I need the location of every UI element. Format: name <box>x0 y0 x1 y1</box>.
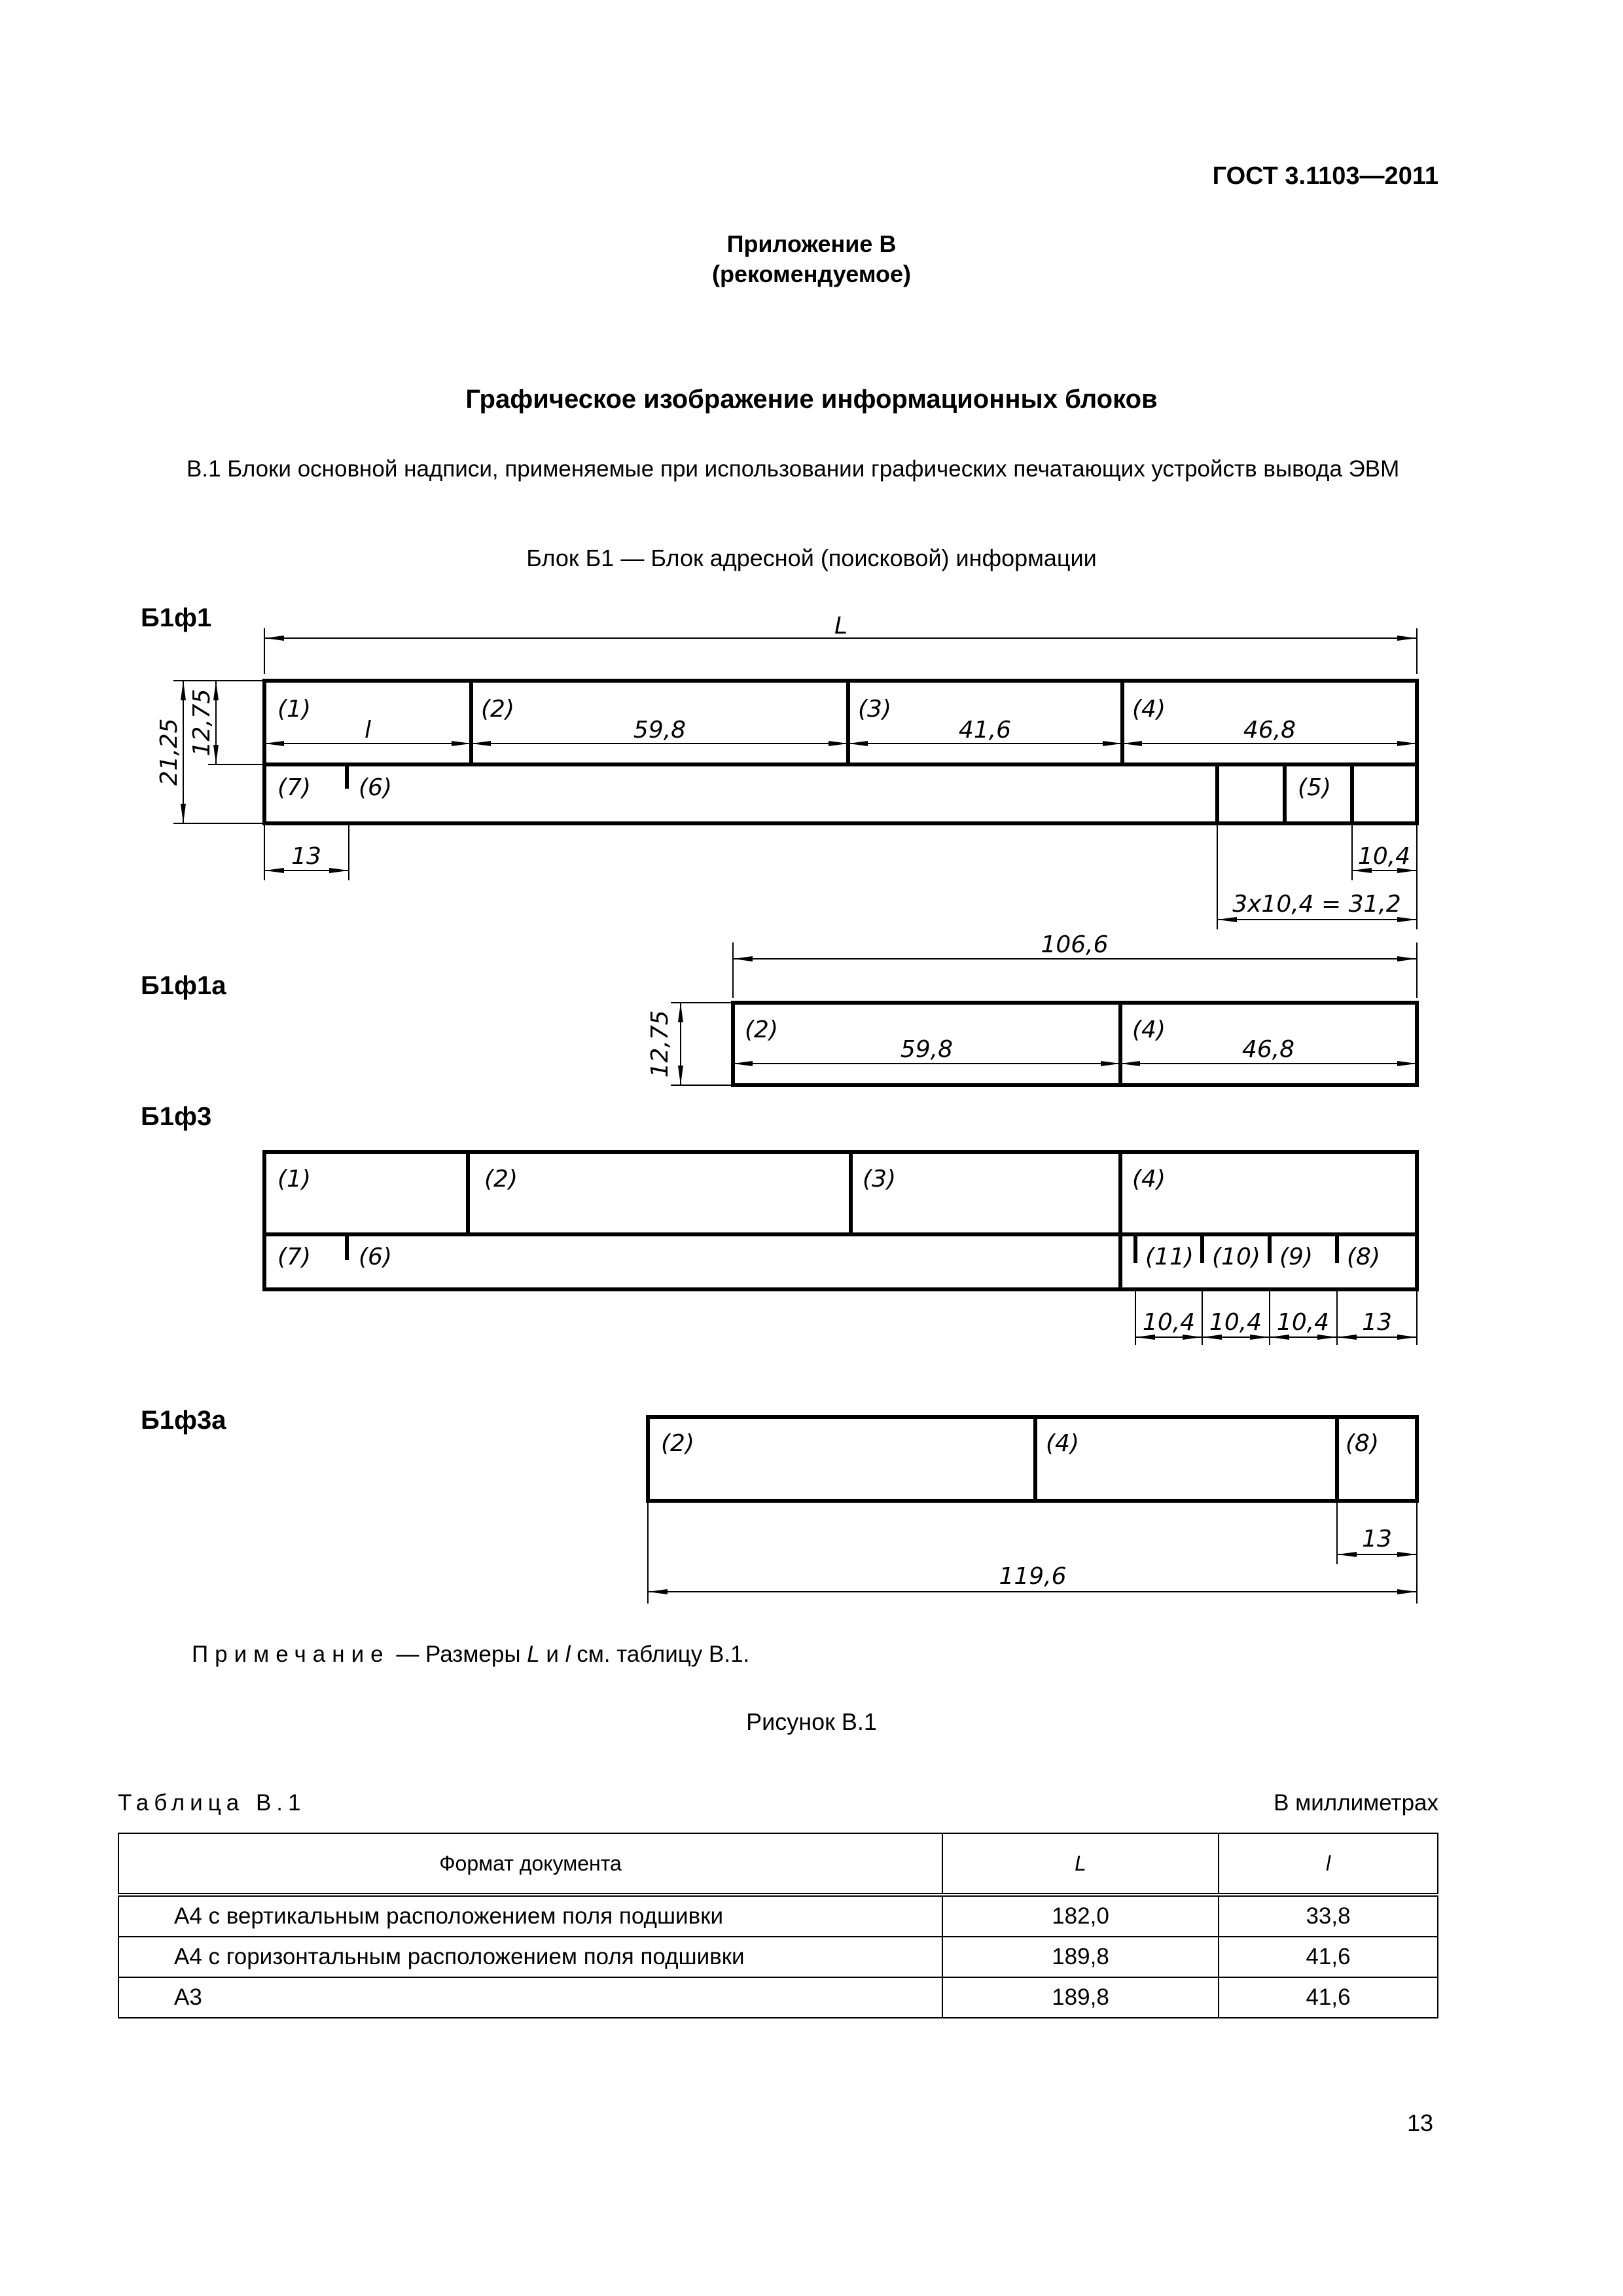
cell-11f3: (11) <box>1145 1244 1194 1270</box>
label-b1f1: Б1ф1 <box>141 603 212 632</box>
cell-2f3: (2) <box>484 1166 518 1193</box>
dim-106-6: 106,6 <box>1041 931 1109 958</box>
dim-59-8a: 59,8 <box>900 1036 954 1063</box>
cell-7f3: (7) <box>277 1244 311 1270</box>
table-row: А3 189,8 41,6 <box>118 1977 1438 2018</box>
table-row: А4 с горизонтальным расположением поля подшивки 189,8 41,6 <box>118 1937 1438 1977</box>
label-b1f3a: Б1ф3а <box>141 1406 226 1435</box>
figure-caption: Рисунок В.1 <box>746 1708 877 1735</box>
label-b1f1a: Б1ф1а <box>141 971 226 1000</box>
dim-10-4: 10,4 <box>1357 843 1411 870</box>
cell-1: (1) <box>277 696 311 723</box>
header-l: l <box>1219 1833 1438 1895</box>
block-b1f1a <box>671 942 1417 1085</box>
section-title: Графическое изображение информационных блоков <box>465 385 1158 414</box>
header-format: Формат документа <box>118 1833 942 1895</box>
dim-L: L <box>834 613 848 639</box>
cell-5: (5) <box>1298 774 1331 801</box>
cell-10f3: (10) <box>1212 1244 1260 1270</box>
cell-6f3: (6) <box>359 1244 392 1270</box>
dim-f3-2: 10,4 <box>1209 1309 1262 1336</box>
dim-41-6: 41,6 <box>958 717 1012 744</box>
dim-13: 13 <box>291 843 321 870</box>
cell-7: (7) <box>277 774 311 801</box>
cell-2: (2) <box>481 696 514 723</box>
page-number: 13 <box>1406 2109 1433 2136</box>
dim-3x10-4: 3x10,4 = 31,2 <box>1232 891 1401 918</box>
dim-f3-3: 10,4 <box>1276 1309 1330 1336</box>
appendix-status: (рекомендуемое) <box>712 260 911 287</box>
cell-6: (6) <box>359 774 392 801</box>
cell-9f3: (9) <box>1279 1244 1313 1270</box>
table-header-row <box>118 1833 1438 1895</box>
dim-46-8: 46,8 <box>1243 717 1296 744</box>
cell-2f3a: (2) <box>661 1430 694 1457</box>
cell-3: (3) <box>858 696 891 723</box>
dim-l: l <box>364 717 372 744</box>
dim-f3-1: 10,4 <box>1142 1309 1196 1336</box>
dim-59-8: 59,8 <box>633 717 687 744</box>
cell-4f3: (4) <box>1132 1166 1166 1193</box>
cell-4a: (4) <box>1132 1016 1166 1043</box>
table-title: Таблица В.1 <box>118 1790 306 1816</box>
header-L: L <box>942 1833 1219 1895</box>
table-b1 <box>118 1833 1438 2018</box>
dim-12-75a: 12,75 <box>647 1010 673 1078</box>
block-caption: Блок Б1 — Блок адресной (поисковой) информации <box>526 545 1097 571</box>
label-b1f3: Б1ф3 <box>141 1102 212 1131</box>
dim-13a: 13 <box>1362 1526 1392 1552</box>
dim-21-25: 21,25 <box>156 718 183 786</box>
table-row: А4 с вертикальным расположением поля подшивки 182,0 33,8 <box>118 1895 1438 1937</box>
dim-46-8a: 46,8 <box>1241 1036 1295 1063</box>
table-units: В миллиметрах <box>1274 1790 1438 1816</box>
appendix-label: Приложение В <box>726 230 897 257</box>
cell-2a: (2) <box>745 1016 778 1043</box>
cell-8f3: (8) <box>1347 1244 1380 1270</box>
cell-4f3a: (4) <box>1046 1430 1079 1457</box>
standard-number: ГОСТ 3.1103—2011 <box>1212 162 1438 190</box>
cell-1f3: (1) <box>277 1166 311 1193</box>
figure-note: Примечание — Размеры L и l см. таблицу В.1. <box>192 1641 750 1667</box>
cell-4: (4) <box>1132 696 1166 723</box>
dim-f3-4: 13 <box>1362 1309 1392 1336</box>
cell-8f3a: (8) <box>1346 1430 1379 1457</box>
paragraph-b1: В.1 Блоки основной надписи, применяемые при использовании графических печатающих устройств вывода ЭВМ <box>187 456 1400 482</box>
dim-12-75: 12,75 <box>188 689 215 757</box>
cell-3f3: (3) <box>863 1166 896 1193</box>
dim-119-6: 119,6 <box>999 1563 1067 1590</box>
